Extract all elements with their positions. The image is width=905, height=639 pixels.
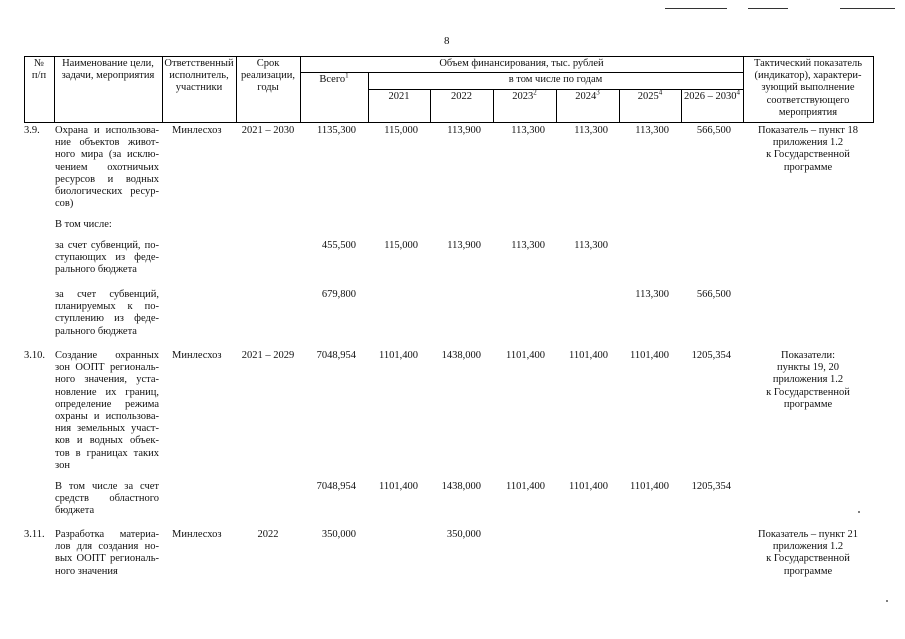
row-value-y2022: 113,900 <box>447 240 481 251</box>
row-value-y2026_2030: 1205,354 <box>691 481 731 492</box>
grid-line <box>300 72 743 73</box>
row-name: за счет субвенций, по- ступающих из феде- рального бюджета <box>55 240 159 276</box>
row-value-y2021: 115,000 <box>384 240 418 251</box>
row-value-y2025: 113,300 <box>635 289 669 300</box>
row-value-y2021: 115,000 <box>384 125 418 136</box>
row-value-y2023: 113,300 <box>511 125 545 136</box>
row-value-total: 679,800 <box>321 289 356 300</box>
header-by-years: в том числе по годам <box>508 74 603 85</box>
row-number: 3.11. <box>24 529 45 540</box>
row-value-y2024: 1101,400 <box>569 481 608 492</box>
header-year-1: 2022 <box>451 91 472 102</box>
row-name: В том числе: <box>55 219 112 230</box>
header-term: Срок реализации, годы <box>241 58 295 94</box>
header-responsible: Ответственный исполнитель, участники <box>164 58 234 94</box>
header-total: Всего$^1$ <box>319 71 349 85</box>
row-value-y2022: 350,000 <box>446 529 481 540</box>
row-indicator: Показатель – пункт 18 приложения 1.2 к Государственной программе <box>758 125 858 173</box>
row-term: 2021 – 2030 <box>241 125 295 136</box>
row-term: 2021 – 2029 <box>241 350 295 361</box>
header-financing: Объем финансирования, тыс. рублей <box>439 58 604 69</box>
row-value-y2023: 1101,400 <box>506 350 545 361</box>
row-name: за счет субвенций, планируемых к по- ступлению из феде- рального бюджета <box>55 289 159 337</box>
row-value-total: 1135,300 <box>317 125 356 136</box>
row-value-y2025: 1101,400 <box>630 481 669 492</box>
row-value-y2025: 113,300 <box>635 125 669 136</box>
row-name: Разработка материа- лов для создания но- вых ООПТ региональ- ного значения <box>55 529 159 577</box>
header-name: Наименование цели, задачи, мероприятия <box>61 58 155 82</box>
scan-speck <box>886 600 888 602</box>
row-value-y2026_2030: 566,500 <box>696 125 731 136</box>
row-value-y2023: 113,300 <box>511 240 545 251</box>
page-number: 8 <box>444 35 450 47</box>
row-value-y2024: 113,300 <box>574 240 608 251</box>
row-value-y2022: 113,900 <box>447 125 481 136</box>
row-number: 3.10. <box>24 350 45 361</box>
row-number: 3.9. <box>24 125 40 136</box>
row-value-y2023: 1101,400 <box>506 481 545 492</box>
grid-line <box>24 56 874 57</box>
row-value-total: 350,000 <box>321 529 356 540</box>
grid-line <box>873 56 874 122</box>
header-year-3: 2024$^3$ <box>575 88 600 102</box>
row-name: В том числе за счет средств областного бюджета <box>55 481 159 517</box>
grid-line <box>24 122 874 123</box>
row-value-y2022: 1438,000 <box>441 481 481 492</box>
row-value-total: 7048,954 <box>316 350 356 361</box>
row-value-total: 455,500 <box>321 240 356 251</box>
header-year-2: 2023$^2$ <box>512 88 537 102</box>
scan-line <box>748 8 788 9</box>
row-term: 2022 <box>257 529 279 540</box>
row-responsible: Минлесхоз <box>172 529 222 540</box>
scan-line <box>665 8 727 9</box>
scan-speck <box>858 511 860 513</box>
header-year-0: 2021 <box>388 91 410 102</box>
row-indicator: Показатели: пункты 19, 20 приложения 1.2 к Государственной программе <box>766 350 850 410</box>
row-responsible: Минлесхоз <box>172 125 222 136</box>
header-indicator: Тактический показатель (индикатор), характери- зующий выполнение соответствующего мероприятия <box>753 58 863 118</box>
row-value-y2026_2030: 1205,354 <box>691 350 731 361</box>
scan-line <box>840 8 895 9</box>
row-value-y2024: 113,300 <box>574 125 608 136</box>
row-value-y2024: 1101,400 <box>569 350 608 361</box>
row-value-y2021: 1101,400 <box>379 350 418 361</box>
row-value-y2025: 1101,400 <box>630 350 669 361</box>
row-value-y2022: 1438,000 <box>441 350 481 361</box>
header-num: № п/п <box>31 58 47 82</box>
row-name: Охрана и использова- ние объектов живот- ного мира (за исклю- чением охотничьих ресурсов и водных биологических ресур- сов) <box>55 125 159 210</box>
row-responsible: Минлесхоз <box>172 350 222 361</box>
row-name: Создание охранных зон ООПТ региональ- ного значения, уста- новление их границ, определение режима охраны и использова- ния земельных участ- ков и водных объек- тов в границах таких зон <box>55 350 159 471</box>
row-indicator: Показатель – пункт 21 приложения 1.2 к Государственной программе <box>758 529 858 577</box>
header-year-5: 2026 – 2030$^4$ <box>684 88 740 102</box>
row-value-total: 7048,954 <box>316 481 356 492</box>
header-year-4: 2025$^4$ <box>637 88 663 102</box>
row-value-y2026_2030: 566,500 <box>696 289 731 300</box>
row-value-y2021: 1101,400 <box>379 481 418 492</box>
